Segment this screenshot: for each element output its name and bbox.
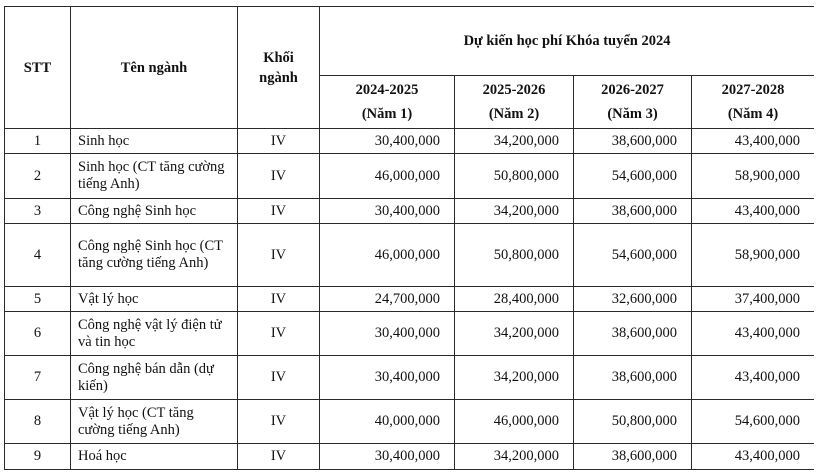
cell-program-name: Vật lý học (CT tăng cường tiếng Anh) [71,400,238,444]
cell-khoi: IV [238,199,320,224]
cell-fee-year-2: 34,200,000 [455,444,574,470]
cell-fee-year-4: 43,400,000 [692,199,815,224]
cell-program-name: Vật lý học [71,287,238,312]
cell-stt: 9 [5,444,71,470]
cell-stt: 4 [5,224,71,287]
cell-fee-year-1: 24,700,000 [320,287,455,312]
table-row [5,444,815,470]
header-khoi: Khối ngành [238,7,320,129]
year-range: 2026-2027 [601,82,664,98]
table-row [5,400,815,444]
table-row [5,287,815,312]
cell-program-name: Công nghệ bán dẫn (dự kiến) [71,356,238,400]
cell-khoi: IV [238,129,320,154]
table-row [5,129,815,154]
header-name: Tên ngành [71,7,238,129]
cell-fee-year-3: 38,600,000 [574,444,692,470]
cell-fee-year-1: 30,400,000 [320,312,455,356]
cell-fee-year-2: 50,800,000 [455,224,574,287]
cell-program-name: Công nghệ vật lý điện tử và tin học [71,312,238,356]
cell-fee-year-1: 46,000,000 [320,154,455,199]
cell-fee-year-4: 58,900,000 [692,154,815,199]
header-year-1 [320,76,455,129]
cell-fee-year-1: 30,400,000 [320,444,455,470]
cell-fee-year-4: 43,400,000 [692,356,815,400]
header-stt: STT [5,7,71,129]
year-range: 2024-2025 [355,82,419,98]
cell-fee-year-4: 43,400,000 [692,312,815,356]
cell-stt: 7 [5,356,71,400]
cell-fee-year-3: 32,600,000 [574,287,692,312]
cell-fee-year-2: 34,200,000 [455,129,574,154]
cell-fee-year-4: 54,600,000 [692,400,815,444]
year-label: (Năm 2) [488,106,540,122]
cell-stt: 3 [5,199,71,224]
cell-fee-year-1: 40,000,000 [320,400,455,444]
year-range: 2027-2028 [721,82,785,98]
year-label: (Năm 4) [727,106,779,122]
cell-fee-year-2: 28,400,000 [455,287,574,312]
cell-fee-year-2: 46,000,000 [455,400,574,444]
cell-stt: 6 [5,312,71,356]
cell-fee-year-1: 30,400,000 [320,199,455,224]
table-row [5,356,815,400]
header-year-2 [455,76,574,129]
cell-fee-year-4: 37,400,000 [692,287,815,312]
cell-khoi: IV [238,400,320,444]
cell-program-name: Công nghệ Sinh học (CT tăng cường tiếng Anh) [71,224,238,287]
tuition-fee-table [4,6,814,470]
cell-fee-year-4: 43,400,000 [692,129,815,154]
cell-fee-year-1: 30,400,000 [320,356,455,400]
cell-stt: 8 [5,400,71,444]
year-label: (Năm 3) [607,106,658,122]
table-row [5,312,815,356]
tuition-table-container [4,6,814,476]
cell-fee-year-3: 38,600,000 [574,356,692,400]
cell-fee-year-2: 34,200,000 [455,356,574,400]
cell-program-name: Hoá học [71,444,238,470]
year-range: 2025-2026 [482,82,546,98]
cell-khoi: IV [238,224,320,287]
header-year-4 [692,76,815,129]
cell-fee-year-2: 50,800,000 [455,154,574,199]
table-row [5,224,815,287]
cell-fee-year-3: 38,600,000 [574,312,692,356]
cell-fee-year-3: 54,600,000 [574,224,692,287]
table-row [5,154,815,199]
cell-khoi: IV [238,444,320,470]
cell-stt: 5 [5,287,71,312]
cell-fee-year-2: 34,200,000 [455,312,574,356]
table-row [5,199,815,224]
cell-fee-year-1: 46,000,000 [320,224,455,287]
cell-fee-year-3: 38,600,000 [574,199,692,224]
cell-khoi: IV [238,287,320,312]
cell-stt: 1 [5,129,71,154]
cell-fee-year-3: 38,600,000 [574,129,692,154]
cell-fee-year-4: 58,900,000 [692,224,815,287]
cell-fee-year-1: 30,400,000 [320,129,455,154]
cell-program-name: Sinh học (CT tăng cường tiếng Anh) [71,154,238,199]
cell-khoi: IV [238,356,320,400]
cell-program-name: Công nghệ Sinh học [71,199,238,224]
cell-fee-year-3: 54,600,000 [574,154,692,199]
header-row-top [5,7,815,76]
cell-stt: 2 [5,154,71,199]
cell-khoi: IV [238,154,320,199]
cell-program-name: Sinh học [71,129,238,154]
header-year-3 [574,76,692,129]
cell-fee-year-4: 43,400,000 [692,444,815,470]
cell-khoi: IV [238,312,320,356]
header-fee-group: Dự kiến học phí Khóa tuyển 2024 [320,7,815,76]
cell-fee-year-3: 50,800,000 [574,400,692,444]
cell-fee-year-2: 34,200,000 [455,199,574,224]
year-label: (Năm 1) [361,106,413,122]
